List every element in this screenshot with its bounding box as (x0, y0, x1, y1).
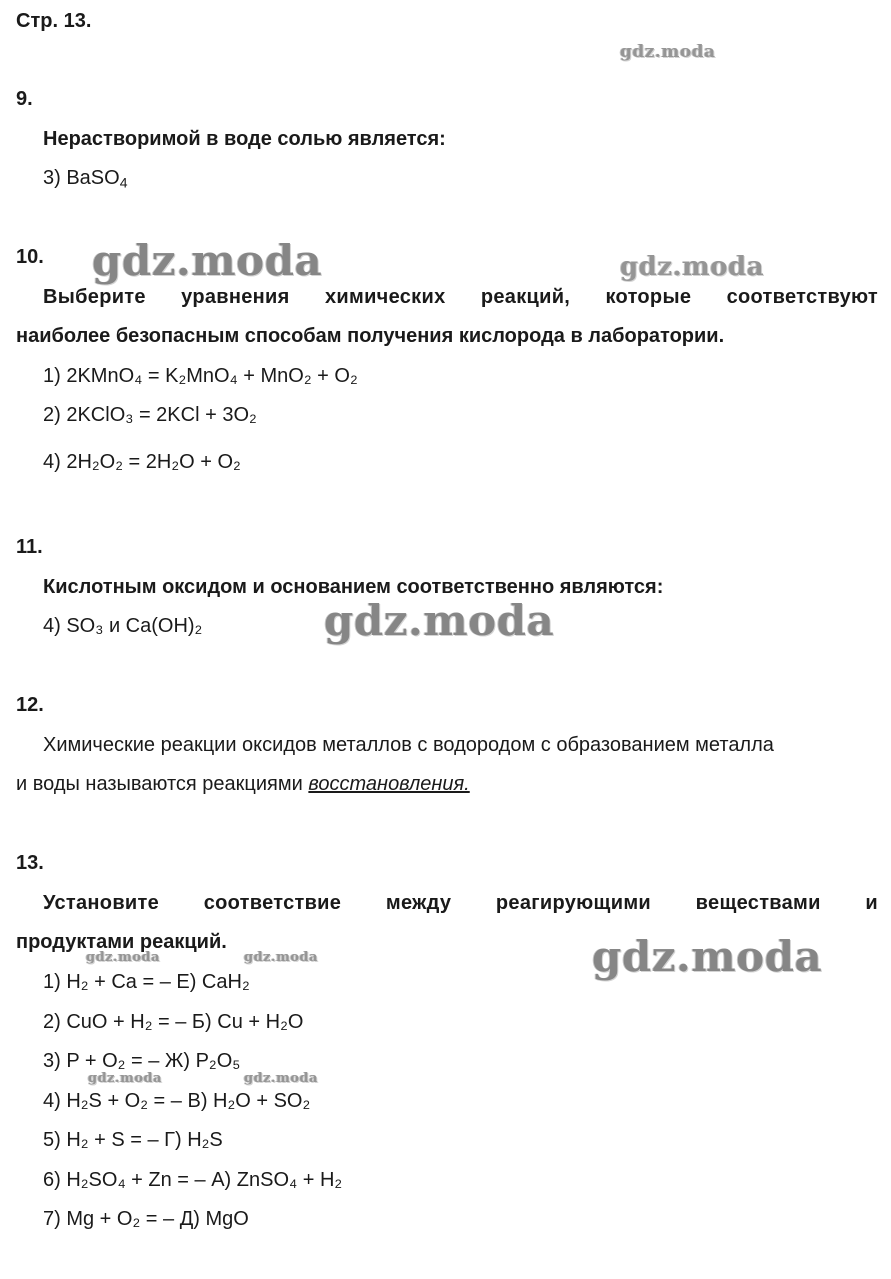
answer-line: 2) 2KClO₃ = 2KCl + 3O₂ (43, 404, 257, 426)
answer-line: 3) BaSO$_4$ (43, 167, 128, 191)
answer-line: 4) H₂S + O₂ = – В) H₂O + SO₂ (43, 1090, 311, 1112)
answer-line: 6) H₂SO₄ + Zn = – А) ZnSO₄ + H₂ (43, 1169, 343, 1191)
answer-line: 3) P + O₂ = – Ж) P₂O₅ (43, 1050, 241, 1072)
watermark-logo: gdz.moda (244, 950, 319, 965)
answer-line: 1) 2KMnO₄ = K₂MnO₄ + MnO₂ + O₂ (43, 365, 358, 387)
question-number: 11. (16, 536, 43, 558)
question-text: Выберите уравнения химических реакций, которые соответствуют (43, 286, 878, 308)
watermark-logo: gdz.moda (592, 932, 823, 981)
answer-line: 4) 2H₂O₂ = 2H₂O + O₂ (43, 451, 241, 473)
answer-highlight: восстановления. (308, 773, 470, 795)
answer-text: Химические реакции оксидов металлов с водородом с образованием металла (43, 734, 774, 756)
question-text: наиболее безопасным способам получения кислорода в лаборатории. (16, 325, 725, 347)
answer-text: и воды называются реакциями восстановления. (16, 773, 470, 795)
watermark-logo: gdz.moda (86, 950, 161, 965)
question-number: 12. (16, 694, 44, 716)
question-text: Нерастворимой в воде солью является: (43, 128, 446, 150)
watermark-logo: gdz.moda (324, 596, 555, 645)
watermark-logo: gdz.moda (620, 252, 765, 282)
question-text: Кислотным оксидом и основанием соответственно являются: (43, 576, 664, 598)
answer-line: 4) SO₃ и Ca(OH)₂ (43, 615, 203, 637)
question-number: 10. (16, 246, 44, 268)
watermark-logo: gdz.moda (620, 42, 716, 62)
question-text: Установите соответствие между реагирующими веществами и (43, 892, 878, 914)
page-label: Стр. 13. (16, 10, 92, 32)
question-text: продуктами реакций. (16, 931, 227, 953)
answer-line: 5) H₂ + S = – Г) H₂S (43, 1129, 223, 1151)
question-number: 9. (16, 88, 33, 110)
watermark-logo: gdz.moda (88, 1071, 163, 1086)
question-number: 13. (16, 852, 44, 874)
watermark-logo: gdz.moda (244, 1071, 319, 1086)
answer-line: 7) Mg + O₂ = – Д) MgO (43, 1208, 249, 1230)
watermark-logo: gdz.moda (92, 236, 323, 285)
answer-line: 2) CuO + H₂ = – Б) Cu + H₂O (43, 1011, 304, 1033)
answer-line: 1) H₂ + Ca = – Е) CaH₂ (43, 971, 250, 993)
